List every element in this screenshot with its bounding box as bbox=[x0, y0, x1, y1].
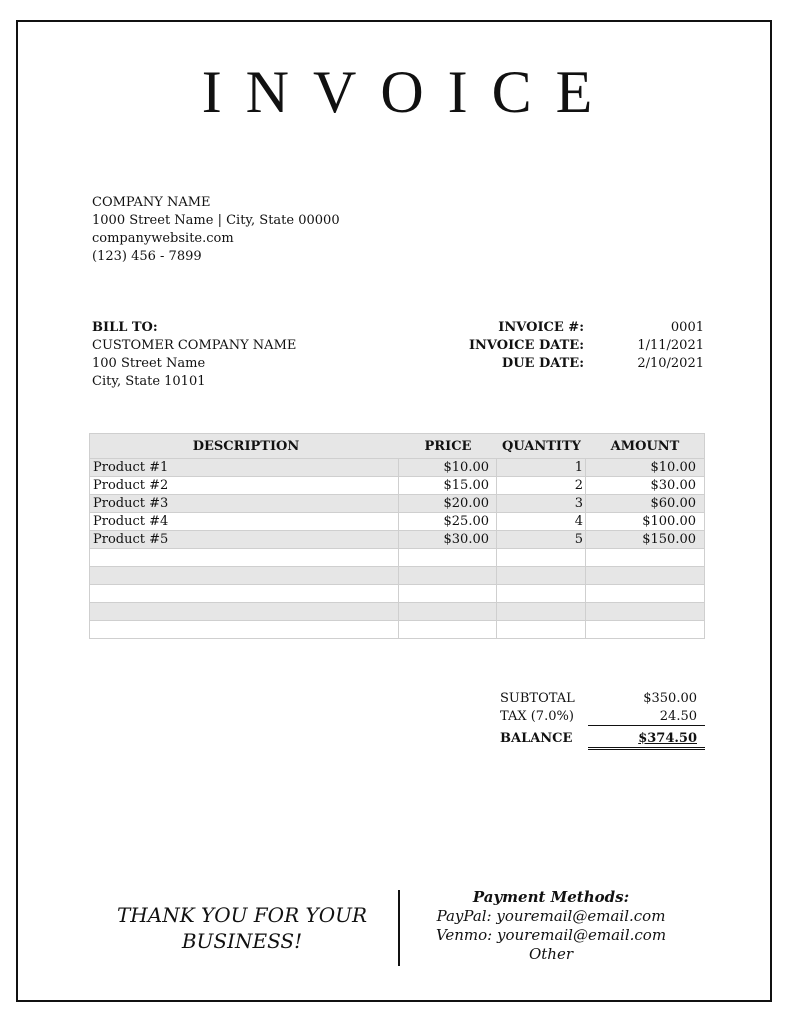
bill-to-block bbox=[92, 319, 296, 391]
tax-row bbox=[498, 708, 705, 726]
cell-price: $30.00 bbox=[399, 531, 497, 548]
cell-amount bbox=[586, 567, 704, 584]
customer-name: CUSTOMER COMPANY NAME bbox=[92, 338, 297, 353]
table-row bbox=[90, 602, 704, 620]
tax-value: 24.50 bbox=[588, 708, 705, 726]
cell-description: Product #5 bbox=[90, 531, 399, 548]
cell-amount bbox=[586, 585, 704, 602]
table-row bbox=[90, 566, 704, 584]
cell-description bbox=[90, 567, 399, 584]
header-quantity: QUANTITY bbox=[502, 438, 581, 454]
payment-other: Other bbox=[528, 945, 574, 963]
cell-price bbox=[399, 621, 497, 638]
invoice-date-row bbox=[440, 337, 704, 355]
invoice-number-value: 0001 bbox=[670, 320, 704, 335]
cell-description bbox=[90, 549, 399, 566]
cell-price: $15.00 bbox=[399, 477, 497, 494]
table-body bbox=[90, 458, 704, 638]
cell-amount: $60.00 bbox=[650, 496, 696, 511]
due-date-value: 2/10/2021 bbox=[637, 356, 704, 371]
invoice-number-row bbox=[440, 319, 704, 337]
company-website: companywebsite.com bbox=[92, 231, 234, 246]
cell-description bbox=[90, 621, 399, 638]
header-description: DESCRIPTION bbox=[192, 438, 300, 454]
subtotal-row bbox=[498, 690, 705, 708]
cell-price bbox=[399, 567, 497, 584]
thank-you-message bbox=[112, 902, 372, 954]
company-name: COMPANY NAME bbox=[92, 195, 211, 210]
footer-divider bbox=[398, 890, 400, 966]
invoice-meta bbox=[440, 319, 704, 373]
balance-label: BALANCE bbox=[500, 731, 573, 746]
cell-quantity bbox=[497, 603, 586, 620]
table-header bbox=[90, 434, 704, 458]
cell-quantity bbox=[497, 549, 586, 566]
cell-description: Product #1 bbox=[90, 459, 399, 476]
line-items-table bbox=[89, 433, 705, 639]
table-row bbox=[90, 548, 704, 566]
due-date-row bbox=[440, 355, 704, 373]
cell-price bbox=[399, 549, 497, 566]
table-row bbox=[90, 584, 704, 602]
cell-price: $10.00 bbox=[399, 459, 497, 476]
table-row bbox=[90, 494, 704, 512]
thank-you-line-2: BUSINESS! bbox=[181, 929, 303, 953]
company-info bbox=[92, 194, 340, 266]
invoice-title: INVOICE bbox=[201, 59, 617, 125]
cell-price: $25.00 bbox=[399, 513, 497, 530]
cell-description: Product #2 bbox=[90, 477, 399, 494]
cell-description: Product #4 bbox=[90, 513, 399, 530]
cell-amount: $10.00 bbox=[650, 460, 696, 475]
totals-block bbox=[498, 690, 705, 750]
bill-to-label: BILL TO: bbox=[92, 320, 158, 335]
cell-quantity bbox=[497, 567, 586, 584]
due-date-label: DUE DATE: bbox=[501, 356, 584, 371]
invoice-date-label: INVOICE DATE: bbox=[468, 338, 584, 353]
header-amount: AMOUNT bbox=[610, 438, 680, 454]
cell-quantity bbox=[497, 585, 586, 602]
table-row bbox=[90, 530, 704, 548]
cell-quantity: 3 bbox=[497, 495, 586, 512]
cell-quantity: 2 bbox=[497, 477, 586, 494]
company-address: 1000 Street Name | City, State 00000 bbox=[92, 213, 340, 228]
cell-description bbox=[90, 603, 399, 620]
cell-amount: $100.00 bbox=[642, 514, 696, 529]
payment-heading: Payment Methods: bbox=[472, 888, 630, 906]
cell-amount: $150.00 bbox=[642, 532, 696, 547]
customer-street: 100 Street Name bbox=[92, 356, 206, 371]
cell-description: Product #3 bbox=[90, 495, 399, 512]
payment-venmo: Venmo: youremail@email.com bbox=[435, 926, 667, 944]
cell-amount bbox=[586, 603, 704, 620]
invoice-number-label: INVOICE #: bbox=[498, 320, 584, 335]
cell-quantity: 4 bbox=[497, 513, 586, 530]
cell-price: $20.00 bbox=[399, 495, 497, 512]
thank-you-line-1: THANK YOU FOR YOUR bbox=[116, 903, 368, 927]
balance-value: $374.50 bbox=[588, 728, 705, 750]
customer-city: City, State 10101 bbox=[92, 374, 206, 389]
cell-amount: $30.00 bbox=[650, 478, 696, 493]
cell-price bbox=[399, 585, 497, 602]
payment-methods bbox=[420, 888, 682, 964]
header-price: PRICE bbox=[424, 438, 472, 454]
cell-description bbox=[90, 585, 399, 602]
payment-paypal: PayPal: youremail@email.com bbox=[436, 907, 666, 925]
cell-amount bbox=[586, 549, 704, 566]
balance-row bbox=[498, 728, 705, 750]
table-row bbox=[90, 512, 704, 530]
cell-price bbox=[399, 603, 497, 620]
cell-amount bbox=[586, 621, 704, 638]
table-row bbox=[90, 476, 704, 494]
cell-quantity bbox=[497, 621, 586, 638]
subtotal-value: $350.00 bbox=[643, 691, 697, 706]
company-phone: (123) 456 - 7899 bbox=[92, 249, 202, 264]
subtotal-label: SUBTOTAL bbox=[500, 691, 575, 706]
table-row bbox=[90, 458, 704, 476]
cell-quantity: 1 bbox=[497, 459, 586, 476]
cell-quantity: 5 bbox=[497, 531, 586, 548]
table-row bbox=[90, 620, 704, 638]
invoice-date-value: 1/11/2021 bbox=[637, 338, 704, 353]
tax-label: TAX (7.0%) bbox=[500, 709, 574, 724]
